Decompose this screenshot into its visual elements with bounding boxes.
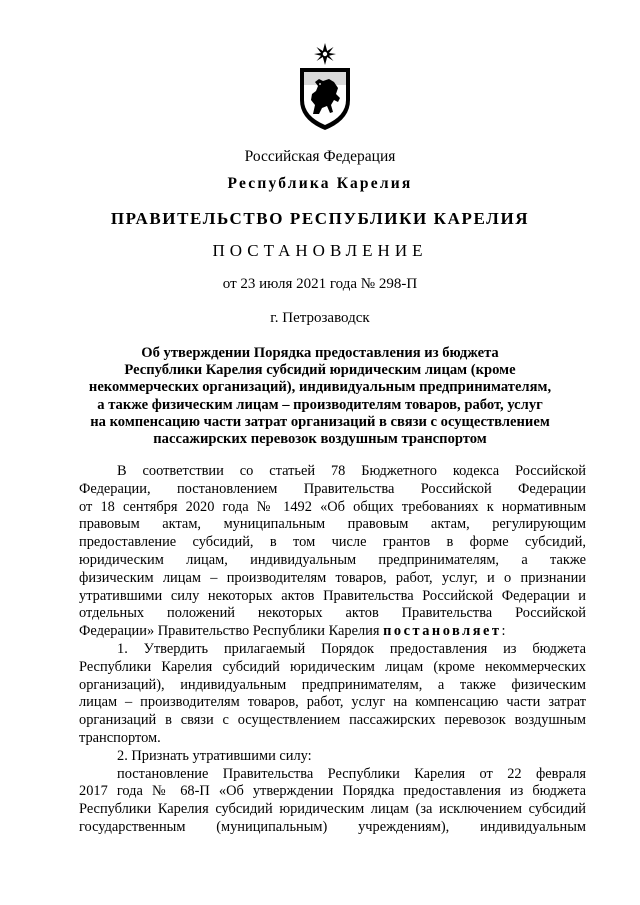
body-line: Республики Карелия субсидий юридическим лицам (за исключением субсидий [79, 801, 586, 818]
body-line: постановление Правительства Республики Карелия от 22 февраля [117, 765, 586, 782]
body-line: предоставление субсидий, в том числе грантов в форме субсидий, [79, 534, 586, 551]
body-line: государственным (муниципальным) учреждениям), индивидуальным [79, 818, 586, 835]
resolve-word: постановляет [383, 623, 502, 640]
document-type: ПОСТАНОВЛЕНИЕ [212, 241, 428, 260]
body-line: 1. Утвердить прилагаемый Порядок предоставления из бюджета [117, 640, 586, 657]
title-line: на компенсацию части затрат организаций в связи с осуществлением [90, 413, 550, 430]
body-line: 2017 года № 68-П «Об утверждении Порядка предоставления из бюджета [79, 783, 586, 800]
body-line-resolve [79, 623, 586, 641]
resolve-colon: : [501, 623, 506, 640]
title-line: Об утверждении Порядка предоставления из бюджета [141, 345, 499, 361]
body-line: от 18 сентября 2020 года № 1492 «Об общих требованиях к нормативным [79, 498, 586, 515]
body-line: Республики Карелия субсидий юридическим лицам (кроме некоммерческих [79, 658, 586, 675]
body-line-text: Федерации» Правительство Республики Карелия [79, 623, 384, 640]
title-line: пассажирских перевозок воздушным транспортом [153, 431, 487, 448]
body-line: организаций в связи с осуществлением пассажирских перевозок воздушным [79, 712, 586, 729]
government-name: ПРАВИТЕЛЬСТВО РЕСПУБЛИКИ КАРЕЛИЯ [110, 209, 530, 228]
body-line: организаций), индивидуальным предпринимателям, а также физическим [79, 676, 586, 693]
body-line: лицам – производителям товаров, работ, услуг на компенсацию части затрат [79, 694, 586, 711]
title-line: а также физическим лицам – производителям товаров, работ, услуг [97, 396, 543, 413]
title-line: некоммерческих организаций), индивидуальным предпринимателям, [88, 379, 552, 396]
karelia-coat-of-arms-emblem [296, 42, 354, 132]
body-line: В соответствии со статьей 78 Бюджетного кодекса Российской [117, 463, 586, 479]
body-line: правовым актам, муниципальным правовым актам, регулирующим [79, 516, 586, 533]
title-line: Республики Карелия субсидий юридическим лицам (кроме [124, 362, 516, 379]
body-line: 2. Признать утратившими силу: [117, 747, 312, 764]
body-line: утратившими силу некоторых актов Правительства Российской Федерации и [79, 587, 586, 604]
body-line: физическим лицам – производителям товаров, работ, услуг, и о признании [79, 569, 586, 586]
country-name: Российская Федерация [244, 148, 396, 165]
date-and-number: от 23 июля 2021 года № 298-П [222, 276, 418, 292]
document-body [79, 463, 586, 837]
body-line: отдельных положений некоторых актов Правительства Российской [79, 605, 586, 622]
city-name: г. Петрозаводск [270, 310, 370, 326]
body-line: транспортом. [79, 729, 161, 746]
body-line: Федерации, постановлением Правительства Российской Федерации [79, 480, 586, 497]
document-title [60, 345, 580, 448]
body-line: юридическим лицам, индивидуальным предпринимателям, а также [79, 551, 586, 568]
republic-name: Республика Карелия [227, 175, 413, 192]
